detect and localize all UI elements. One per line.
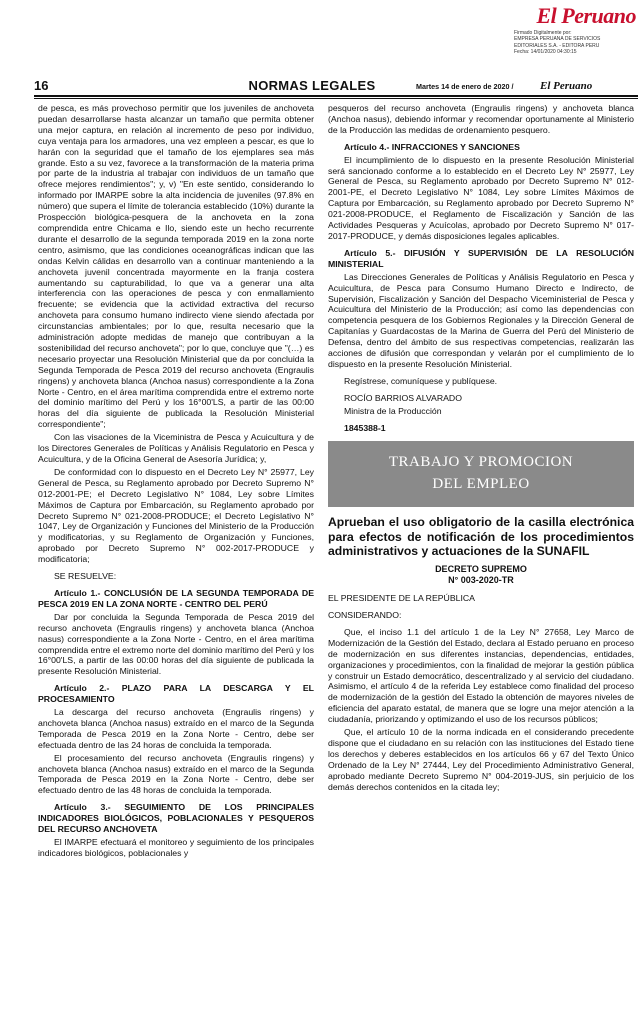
article-title-text: Artículo 5.- DIFUSIÓN Y SUPERVISIÓN DE LA RESOLUCIÓN MINISTERIAL [328,247,634,269]
decree-number: N° 003-2020-TR [448,574,514,585]
signature-line: EMPRESA PERUANA DE SERVICIOS [514,36,601,43]
article-3-title [38,802,314,835]
paragraph: Que, el inciso 1.1 del artículo 1 de la Ley N° 27658, Ley Marco de Modernización de la Gestión del Estado, declara al Estado peruano en proceso de modernización en sus diferentes instancias, dependencias, entidades, organizaciones y procedimientos, con la finalidad de mejorar la gestión pública y construir un Estado democrático, descentralizado y al servicio del ciudadano. Asimismo, el artículo 4 de la referida Ley establece como finalidad del proceso de modernización de la gestión del Estado la obtención de mayores niveles de eficiencia del aparato estatal, de manera que se logre una mejor atención a la ciudadanía, priorizando y optimizando el uso de los recursos públicos; [328,626,634,725]
article-2-text: El procesamiento del recurso anchoveta (Engraulis ringens) y anchoveta blanca (Anchoa nasus) extraído en el marco de la Segunda Temporada de Pesca 2019 en la Zona Norte - Centro, debe ser efectuado dentro de las 48 horas de concluida la temporada. [38,752,314,796]
considerando-heading: CONSIDERANDO: [328,609,402,620]
header-rule-thin [34,98,638,99]
article-4-text: El incumplimiento de lo dispuesto en la presente Resolución Ministerial será sancionado conforme a lo establecido en el Decreto Ley N° 25977, Ley General de Pesca, su Reglamento aprobado por Decreto Supremo N° 012-2001-PE, el Decreto Legislativo N° 1084, Ley sobre Límites Máximos de Captura por Embarcación, su Reglamento aprobado por Decreto Supremo N° 021-2008-PRODUCE, el Reglamento de Fiscalización y Sanción de las Actividades Pesqueras y Acuícolas, aprobado por Decreto Supremo N° 017-2017-PRODUCE, y demás disposiciones legales aplicables. [328,154,634,241]
digital-signature-block [514,30,638,55]
issue-date: Martes 14 de enero de 2020 / [416,82,514,91]
section-banner [328,441,634,507]
article-1-text: Dar por concluida la Segunda Temporada de Pesca 2019 del recurso anchoveta (Engraulis ringens) y anchoveta blanca (Anchoa nasus) correspondiente a la Zona Norte - Centro, en el área marítima comprendida entre el extremo norte del dominio marítimo del Perú y los 16°00'LS, a partir de las 00:00 horas del día siguiente de publicada la presente Resolución Ministerial. [38,611,314,677]
resolve-heading: SE RESUELVE: [54,571,117,582]
article-title-text: Artículo 3.- SEGUIMIENTO DE LOS PRINCIPALES INDICADORES BIOLÓGICOS, POBLACIONALES Y PESQUEROS DEL RECURSO ANCHOVETA [38,802,314,835]
article-3-text: El IMARPE efectuará el monitoreo y seguimiento de los principales indicadores biológicos, poblacionales y [38,837,314,858]
header-brand: El Peruano [540,80,593,92]
article-2-text: La descarga del recurso anchoveta (Engraulis ringens) y anchoveta blanca (Anchoa nasus) extraído en el marco de la Segunda Temporada de Pesca 2019 en la Zona Norte - Centro, debe ser efectuada dentro de las 24 horas de concluida la temporada. [38,707,314,750]
header-rule [34,95,638,97]
section-title: NORMAS LEGALES [248,78,376,93]
signature-line: Fecha: 14/01/2020 04:30:15 [514,48,577,55]
article-5-text: Las Direcciones Generales de Políticas y Análisis Regulatorio en Pesca y Acuicultura, de Pesca para Consumo Humano Directo e Indirecto, de Supervisión, Fiscalización y Sanción del Despacho Viceministerial de Pesca y Acuicultura del Ministerio de la Producción; así como las dependencias con competencia pesquera de los Gobiernos Regionales y la Dirección General de Capitanías y Guardacostas de la Marina de Guerra del Perú del Ministerio de Defensa, dentro del ámbito de sus respectivas competencias, realizarán las acciones de difusión que correspondan y velarán por el cumplimiento de lo dispuesto en la presente Resolución Ministerial. [328,271,634,369]
paragraph: De conformidad con lo dispuesto en el Decreto Ley N° 25977, Ley General de Pesca, su Reglamento aprobado por Decreto Supremo N° 012-2001-PE; el Decreto Legislativo N° 1084, Ley sobre Límites Máximos de Captura por Embarcación, su Reglamento aprobado por Decreto Supremo N° 021-2008-PRODUCE; el Decreto Legislativo N° 1047, Ley de Organización y Funciones del Ministerio de la Producción y modificatorias, y su Reglamento de Organización y Funciones, aprobado por Decreto Supremo N° 002-2017-PRODUCE y modificatoria; [38,466,314,565]
decree-line: DECRETO SUPREMO [435,564,527,575]
paragraph: pesqueros del recurso anchoveta (Engraulis ringens) y anchoveta blanca (Anchoa nasus), debiendo informar y recomendar oportunamente al Ministerio de la Producción las medidas de ordenamiento pesquero. [328,103,634,135]
signer-name: ROCÍO BARRIOS ALVARADO [344,392,462,403]
banner-line: DEL EMPLEO [432,476,530,493]
president-heading: EL PRESIDENTE DE LA REPÚBLICA [328,593,475,604]
article-title-text: Artículo 2.- PLAZO PARA LA DESCARGA Y EL PROCESAMIENTO [38,683,314,705]
article-title-text: Artículo 4.- INFRACCIONES Y SANCIONES [344,141,520,152]
article-1-title [38,588,314,610]
decree-title [328,564,634,585]
signer-role: Ministra de la Producción [344,405,442,416]
article-5-title [328,248,634,270]
banner-line: TRABAJO Y PROMOCION [388,454,574,471]
signature-line: EDITORIALES S.A. - EDITORA PERU [514,42,600,49]
signature-line: Firmado Digitalmente por: [514,30,572,36]
paragraph: Que, el artículo 10 de la norma indicada en el considerando precedente dispone que el ciudadano en su relación con las instituciones del Estado tiene los derechos y deberes establecidos en los artículos 66 y 67 del Texto Único Ordenado de la Ley N° 27444, Ley del Procedimiento Administrativo General, aprobado mediante Decreto Supremo N° 004-2019-JUS, sin perjuicio de los demás derechos contenidos en la citada ley; [328,727,634,792]
closing-formula: Regístrese, comuníquese y publíquese. [344,375,498,386]
headline: Aprueban el uso obligatorio de la casilla electrónica para efectos de notificación de los procedimientos administrativos y actuaciones de la SUNAFIL [328,515,634,558]
paragraph: Con las visaciones de la Viceministra de Pesca y Acuicultura y de los Directores Generales de Políticas y Análisis Regulatorio en Pesca y Acuicultura, y de la Oficina General de Asesoría Jurídica; y, [38,432,314,464]
paragraph: de pesca, es más provechoso permitir que los juveniles de anchoveta puedan desarrollarse hasta alcanzar un tamaño que permita obtener una mejor captura, en relación al incremento de peso por individuo, cuya ventaja para los armadores, una vez empleen a pescar, es que lo harán con la seguridad que el tamaño de los ejemplares sea más grande. Esto a su vez, favorece a la transformación de la materia prima por parte de la industria al trabajar con individuos de un tamaño que ofrece mejores rendimientos"; y, v) "En este sentido, considerando lo informado por IMARPE sobre la alta incidencia de juveniles (97.8% en número) que supera el límite de tolerancia establecido (10%) durante la Prospección biológica-pesquera de la anchoveta en la zona comprendida entre Chicama e Ilo, siendo este un hecho recurrente durante el desarrollo de la segunda temporada 2019 en la zona norte centro, asimismo, que las condiciones oceanográficas indican que las ondas Kelvin cálidas en desarrollo van a continuar manteniendo a la anchoveta juvenil concentrada mayormente en la franja costera aumentando su capturabilidad, lo que va a generar una alta interferencia con las operaciones de pesca y con enmallamiento frecuente; se evidencia que la actividad extractiva del recurso anchoveta para consumo humano indirecto viene siendo afectada por circunstancias ambientales; por lo que, resulta necesario que la administración adopte medidas de manejo que contribuyan a la sostenibilidad del recurso anchoveta"; por lo que, concluye que "(…) es necesario proyectar una Resolución Ministerial que da por concluida la Segunda Temporada de Pesca 2019 del recurso anchoveta (Engraulis ringens) y anchoveta blanca (Anchoa nasus) correspondiente a la Zona Norte - Centro, en el área marítima comprendida entre el extremo norte del dominio marítimo del Perú y los 16°00'LS, a partir de las 00:00 horas del día siguiente de publicada la Resolución Ministerial correspondiente"; [38,103,314,430]
page-number: 16 [34,78,49,93]
article-2-title [38,683,314,705]
right-column [328,103,634,794]
article-4-title [328,142,634,153]
article-title-text: Artículo 1.- CONCLUSIÓN DE LA SEGUNDA TEMPORADA DE PESCA 2019 EN LA ZONA NORTE - CENTRO DEL PERÚ [38,587,314,609]
reference-number-text: 1845388-1 [344,422,386,433]
reference-number [328,423,634,434]
el-peruano-logo: El Peruano [536,3,636,28]
left-column [38,103,314,861]
